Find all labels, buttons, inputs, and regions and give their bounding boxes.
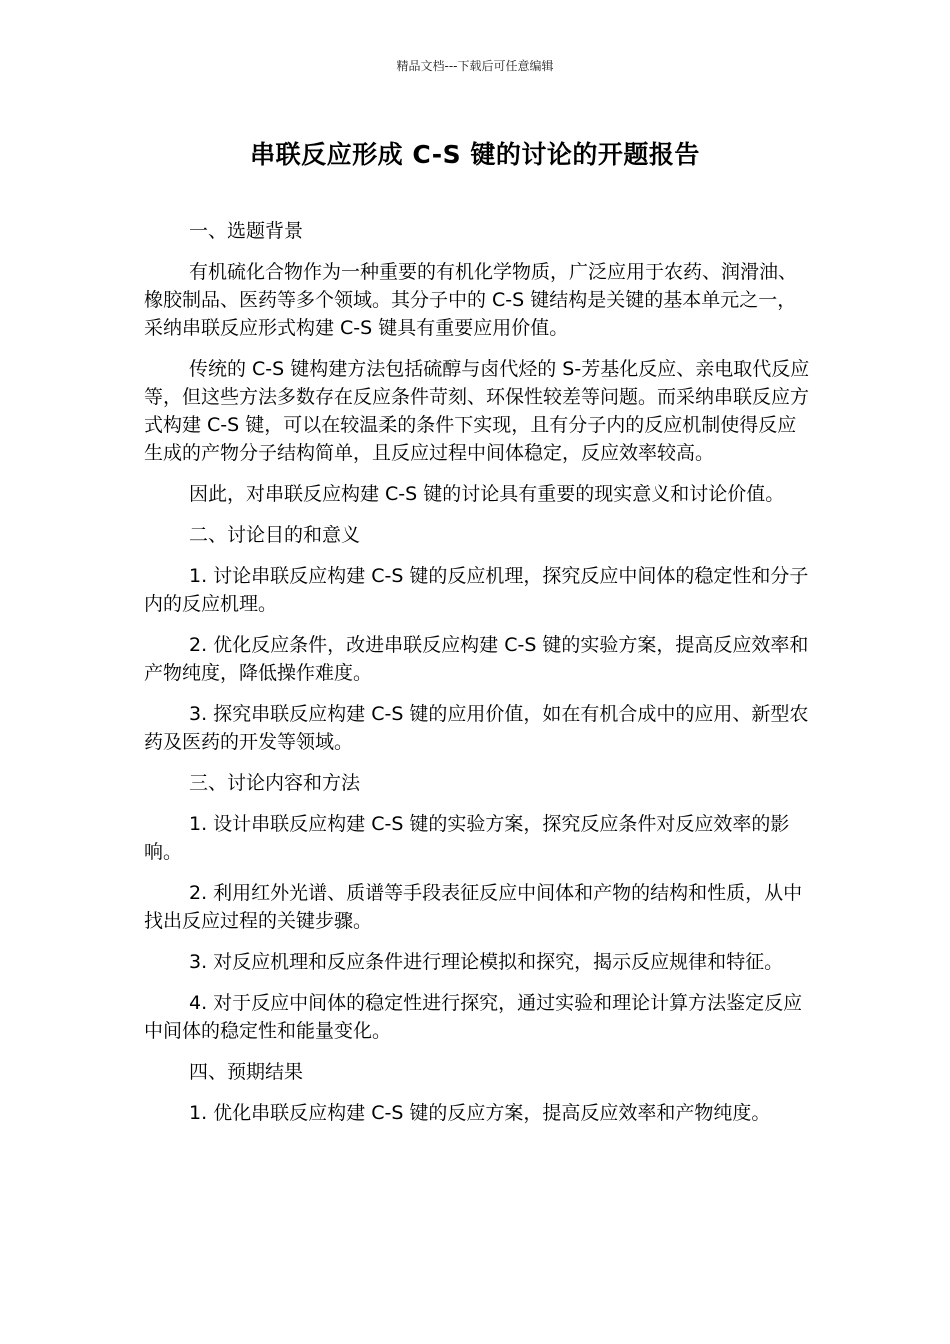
- section-heading-methods: 三、讨论内容和方法: [189, 772, 361, 794]
- paragraph: 因此，对串联反应构建 C-S 键的讨论具有重要的现实意义和讨论价值。: [189, 483, 785, 505]
- document-body: [144, 217, 812, 1140]
- section-heading-purpose: 二、讨论目的和意义: [189, 524, 361, 546]
- list-item: 1. 优化串联反应构建 C-S 键的反应方案，提高反应效率和产物纯度。: [189, 1102, 771, 1124]
- list-item: 3. 探究串联反应构建 C-S 键的应用价值，如在有机合成中的应用、新型农药及医药的开发等领域。: [144, 703, 809, 753]
- section-heading-expected-results: 四、预期结果: [189, 1061, 304, 1083]
- section-heading-background: 一、选题背景: [189, 220, 304, 242]
- paragraph: 传统的 C-S 键构建方法包括硫醇与卤代烃的 S-芳基化反应、亲电取代反应等，但这些方法多数存在反应条件苛刻、环保性较差等问题。而采纳串联反应方式构建 C-S 键，可以在较温柔的条件下实现，且有分子内的反应机制使得反应生成的产物分子结构简单，且反应过程中间体稳定，反应效率较高。: [144, 358, 810, 464]
- list-item: 1. 讨论串联反应构建 C-S 键的反应机理，探究反应中间体的稳定性和分子内的反应机理。: [144, 565, 809, 615]
- list-item: 1. 设计串联反应构建 C-S 键的实验方案，探究反应条件对反应效率的影响。: [144, 813, 790, 863]
- page-header-watermark: 精品文档---下载后可任意编辑: [396, 59, 554, 73]
- list-item: 2. 利用红外光谱、质谱等手段表征反应中间体和产物的结构和性质，从中找出反应过程的关键步骤。: [144, 882, 803, 932]
- list-item: 2. 优化反应条件，改进串联反应构建 C-S 键的实验方案，提高反应效率和产物纯度，降低操作难度。: [144, 634, 809, 684]
- list-item: 3. 对反应机理和反应条件进行理论模拟和探究，揭示反应规律和特征。: [189, 951, 784, 973]
- paragraph: 有机硫化合物作为一种重要的有机化学物质，广泛应用于农药、润滑油、橡胶制品、医药等多个领域。其分子中的 C-S 键结构是关键的基本单元之一，采纳串联反应形式构建 C-S 键具有重要应用价值。: [144, 261, 798, 339]
- document-title: 串联反应形成 C-S 键的讨论的开题报告: [250, 140, 700, 169]
- list-item: 4. 对于反应中间体的稳定性进行探究，通过实验和理论计算方法鉴定反应中间体的稳定性和能量变化。: [144, 992, 803, 1042]
